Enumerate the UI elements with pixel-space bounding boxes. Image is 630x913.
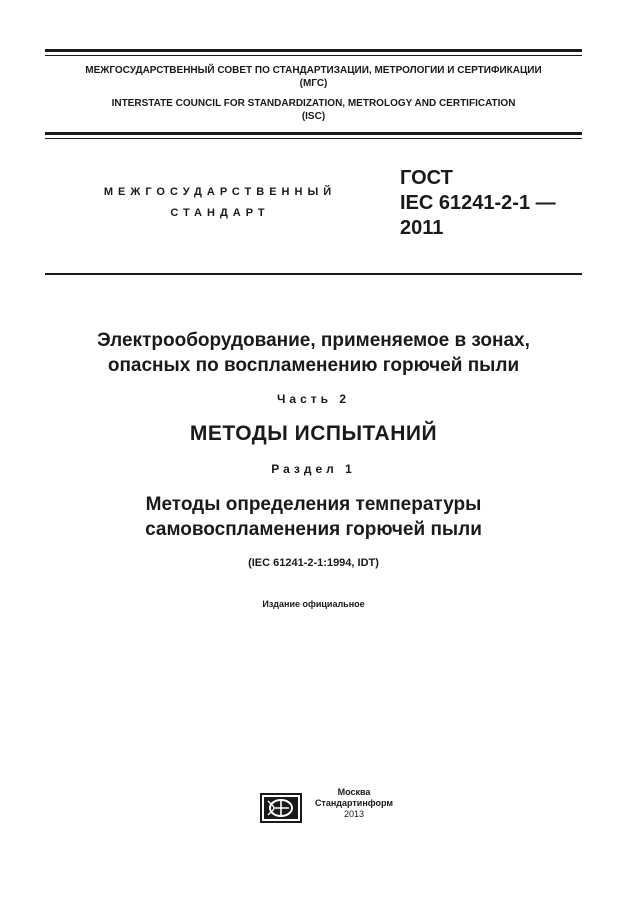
standard-type-line1: МЕЖГОСУДАРСТВЕННЫЙ bbox=[103, 186, 337, 198]
council-ru-abbr: (МГС) bbox=[299, 77, 328, 89]
gost-label: ГОСТ bbox=[400, 167, 453, 189]
council-ru: МЕЖГОСУДАРСТВЕННЫЙ СОВЕТ ПО СТАНДАРТИЗАЦИИ, МЕТРОЛОГИИ И СЕРТИФИКАЦИИ bbox=[85, 65, 542, 76]
document-title bbox=[45, 328, 582, 378]
iec-reference: (IEC 61241-2-1:1994, IDT) bbox=[248, 557, 379, 569]
standartinform-logo-icon bbox=[260, 793, 302, 823]
publisher-year: 2013 bbox=[343, 809, 365, 819]
edition-label: Издание официальное bbox=[262, 599, 365, 609]
council-en-abbr: (ISC) bbox=[301, 110, 326, 122]
standard-type bbox=[95, 182, 345, 224]
part-title: МЕТОДЫ ИСПЫТАНИЙ bbox=[189, 422, 438, 445]
standard-type-line2: СТАНДАРТ bbox=[170, 207, 270, 219]
top-rule-thin bbox=[45, 55, 582, 56]
publisher-city: Москва bbox=[337, 787, 371, 797]
council-en: INTERSTATE COUNCIL FOR STANDARDIZATION, METROLOGY AND CERTIFICATION bbox=[111, 98, 516, 109]
section-label: Раздел 1 bbox=[271, 462, 356, 476]
standard-rule bbox=[45, 273, 582, 275]
title-line1: Электрооборудование, применяемое в зонах, bbox=[97, 330, 530, 351]
gost-designation bbox=[400, 166, 556, 241]
title-line2: опасных по воспламенению горючей пыли bbox=[107, 355, 520, 376]
top-rule-thick bbox=[45, 49, 582, 52]
publisher-name: Стандартинформ bbox=[314, 798, 394, 808]
header-rule-thin bbox=[45, 138, 582, 139]
gost-year: 2011 bbox=[400, 217, 444, 239]
section-title-line1: Методы определения температуры bbox=[145, 494, 482, 515]
section-title bbox=[45, 492, 582, 542]
gost-number: IEC 61241-2-1 — bbox=[400, 192, 556, 214]
header-rule-thick bbox=[45, 132, 582, 135]
council-block bbox=[45, 65, 582, 123]
part-label: Часть 2 bbox=[276, 392, 351, 406]
section-title-line2: самовоспламенения горючей пыли bbox=[145, 519, 482, 540]
publisher-block bbox=[305, 787, 403, 820]
